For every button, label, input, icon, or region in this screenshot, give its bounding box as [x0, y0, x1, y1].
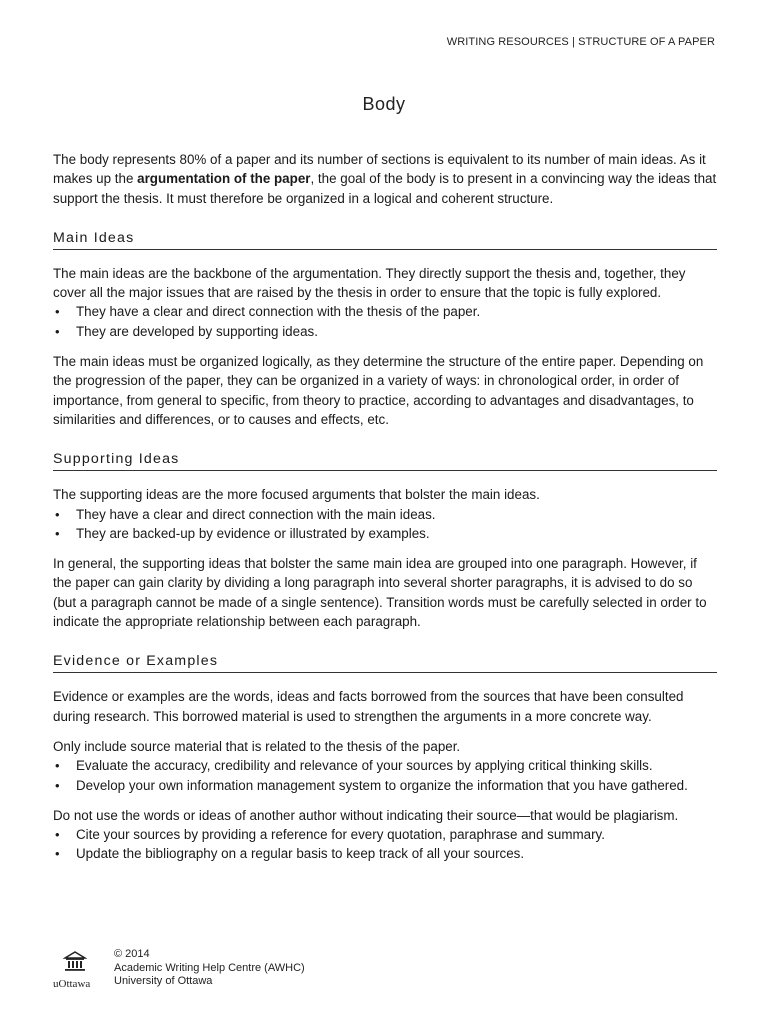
section-heading-main-ideas: Main Ideas	[53, 230, 717, 250]
section-heading-supporting-ideas: Supporting Ideas	[53, 451, 717, 471]
uottawa-logo	[53, 950, 97, 990]
list-item: • They have a clear and direct connection with the thesis of the paper.	[53, 302, 717, 321]
list-item: • Evaluate the accuracy, credibility and relevance of your sources by applying critical thinking skills.	[53, 756, 717, 775]
building-icon	[63, 950, 87, 972]
supporting-ideas-paragraph-2: In general, the supporting ideas that bolster the same main idea are grouped into one paragraph. However, if the paper can gain clarity by dividing a long paragraph into several shorter paragraphs, it is advised to do so (but a paragraph cannot be made of a single sentence). Transition words must be carefully selected in order to indicate the appropriate relationship between each paragraph.	[53, 556, 707, 630]
evidence-paragraph-3: Do not use the words or ideas of another author without indicating their source—that would be plagiarism.	[53, 807, 679, 823]
main-ideas-paragraph-1: The main ideas are the backbone of the argumentation. They directly support the thesis and, together, they cover all the major issues that are raised by the thesis in order to ensure that the topic is fully explored.	[53, 265, 686, 301]
university-name: University of Ottawa	[114, 975, 213, 987]
evidence-paragraph-2: Only include source material that is related to the thesis of the paper.	[53, 738, 461, 754]
intro-bold-text: argumentation of the paper	[137, 171, 311, 187]
main-ideas-paragraph-2: The main ideas must be organized logically, as they determine the structure of the entire paper. Depending on the progression of the paper, they can be organized in a variety of ways: in chronological order, in order of importance, from general to specific, from theory to practice, according to advantages and disadvantages, to similarities and differences, or to causes and effects, etc.	[53, 354, 704, 427]
footer	[53, 948, 353, 998]
centre-name: Academic Writing Help Centre (AWHC)	[114, 961, 305, 974]
list-item: • They are developed by supporting ideas.	[53, 322, 717, 341]
page-title: Body	[362, 94, 406, 114]
section-supporting-ideas	[53, 451, 717, 631]
evidence-bullet-list-b	[53, 825, 717, 864]
copyright: © 2014	[114, 948, 150, 960]
intro-paragraph	[53, 150, 717, 208]
evidence-bullet-list-a	[53, 756, 717, 795]
running-header: WRITING RESOURCES | STRUCTURE OF A PAPER	[446, 36, 715, 48]
footer-credits	[114, 948, 305, 989]
supporting-ideas-bullet-list	[53, 505, 717, 544]
evidence-paragraph-1: Evidence or examples are the words, ideas and facts borrowed from the sources that have been consulted during research. This borrowed material is used to strengthen the arguments in a more concrete way.	[53, 689, 684, 724]
list-item: • Cite your sources by providing a reference for every quotation, paraphrase and summary.	[53, 825, 717, 844]
supporting-ideas-paragraph-1: The supporting ideas are the more focused arguments that bolster the main ideas.	[53, 487, 540, 503]
document-body	[53, 150, 717, 886]
list-item: • Develop your own information management system to organize the information that you have gathered.	[53, 776, 717, 795]
list-item: • They are backed-up by evidence or illustrated by examples.	[53, 524, 717, 543]
section-heading-evidence: Evidence or Examples	[53, 653, 717, 673]
list-item: • They have a clear and direct connection with the main ideas.	[53, 505, 717, 524]
main-ideas-bullet-list	[53, 302, 717, 341]
section-evidence	[53, 653, 717, 863]
section-main-ideas	[53, 230, 717, 429]
list-item: • Update the bibliography on a regular basis to keep track of all your sources.	[53, 844, 717, 863]
logo-text: uOttawa	[53, 978, 91, 990]
intro-text-1: The body represents 80% of a paper and its number of sections is equivalent to its number of main ideas. As it makes up the	[53, 152, 706, 187]
intro-text-2: , the goal of the body is to present in a convincing way the ideas that support the thesis. It must therefore be organized in a logical and coherent structure.	[53, 171, 717, 206]
